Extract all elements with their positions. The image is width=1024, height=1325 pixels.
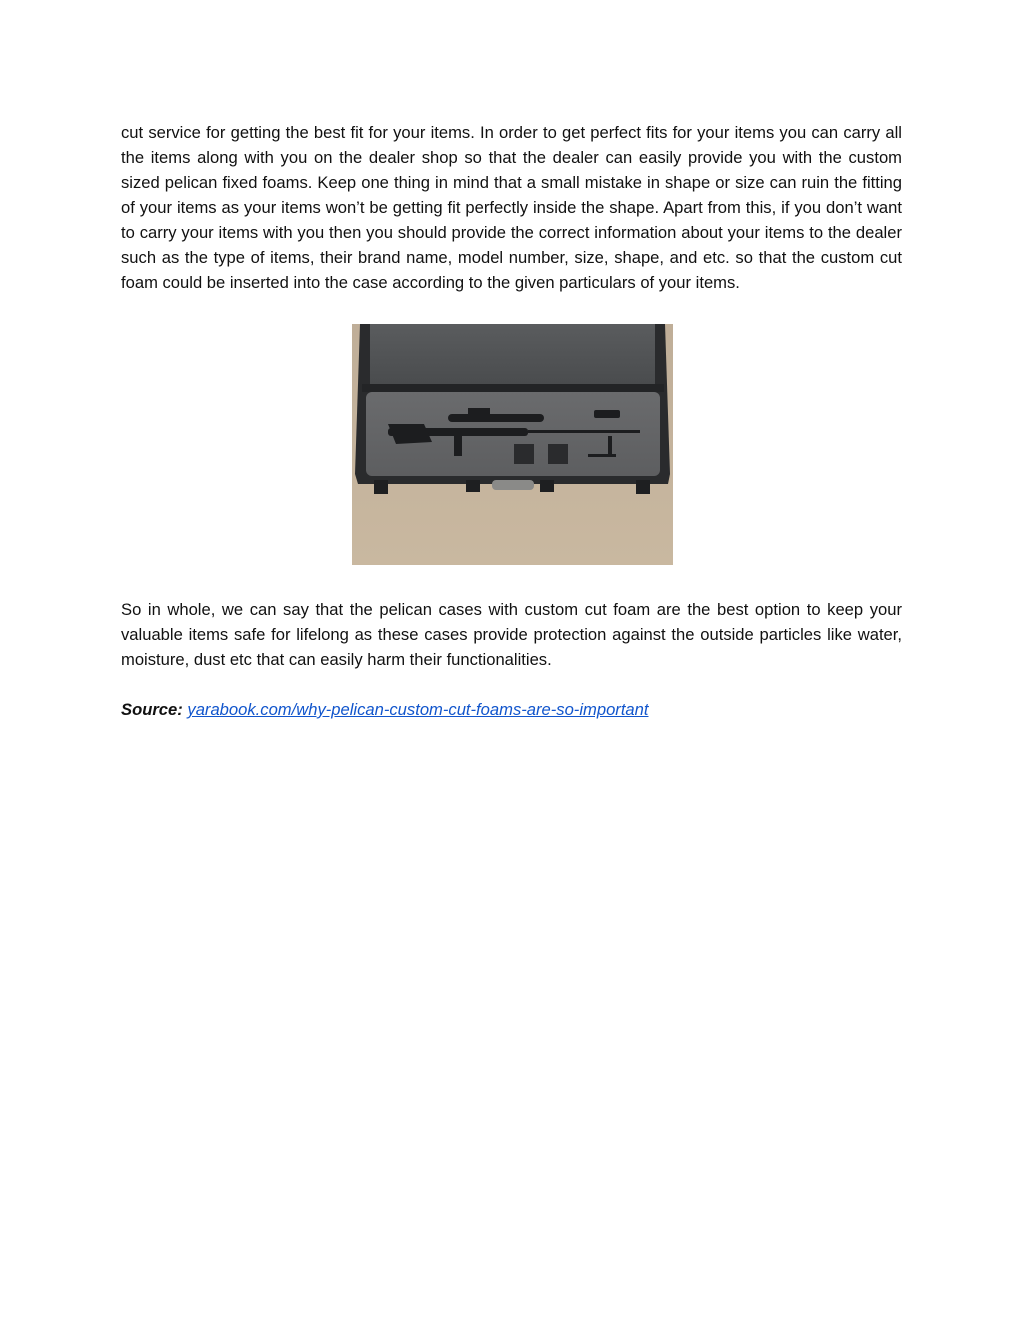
body-paragraph-1: cut service for getting the best fit for your items. In order to get perfect fits for your items you can carry all the items along with you on the dealer shop so that the dealer can easily provide you with the custom sized pelican fixed foams. Keep one thing in mind that a small mistake in shape or size can ruin the fitting of your items as your items won’t be getting fit perfectly inside the shape. Apart from this, if you don’t want to carry your items with you then you should provide the correct information about your items to the dealer such as the type of items, their brand name, model number, size, shape, and etc. so that the custom cut foam could be inserted into the case according to the given particulars of your items. bbox=[121, 123, 902, 292]
figure-container bbox=[121, 324, 902, 566]
pelican-case-photo bbox=[352, 324, 673, 565]
source-link[interactable]: yarabook.com/why-pelican-custom-cut-foams-are-so-important bbox=[187, 700, 649, 719]
document-page bbox=[121, 120, 902, 722]
source-line bbox=[121, 697, 902, 722]
body-paragraph-2: So in whole, we can say that the pelican cases with custom cut foam are the best option to keep your valuable items safe for lifelong as these cases provide protection against the outside particles like water, moisture, dust etc that can easily harm their functionalities. bbox=[121, 600, 902, 669]
source-label: Source: bbox=[121, 700, 183, 719]
